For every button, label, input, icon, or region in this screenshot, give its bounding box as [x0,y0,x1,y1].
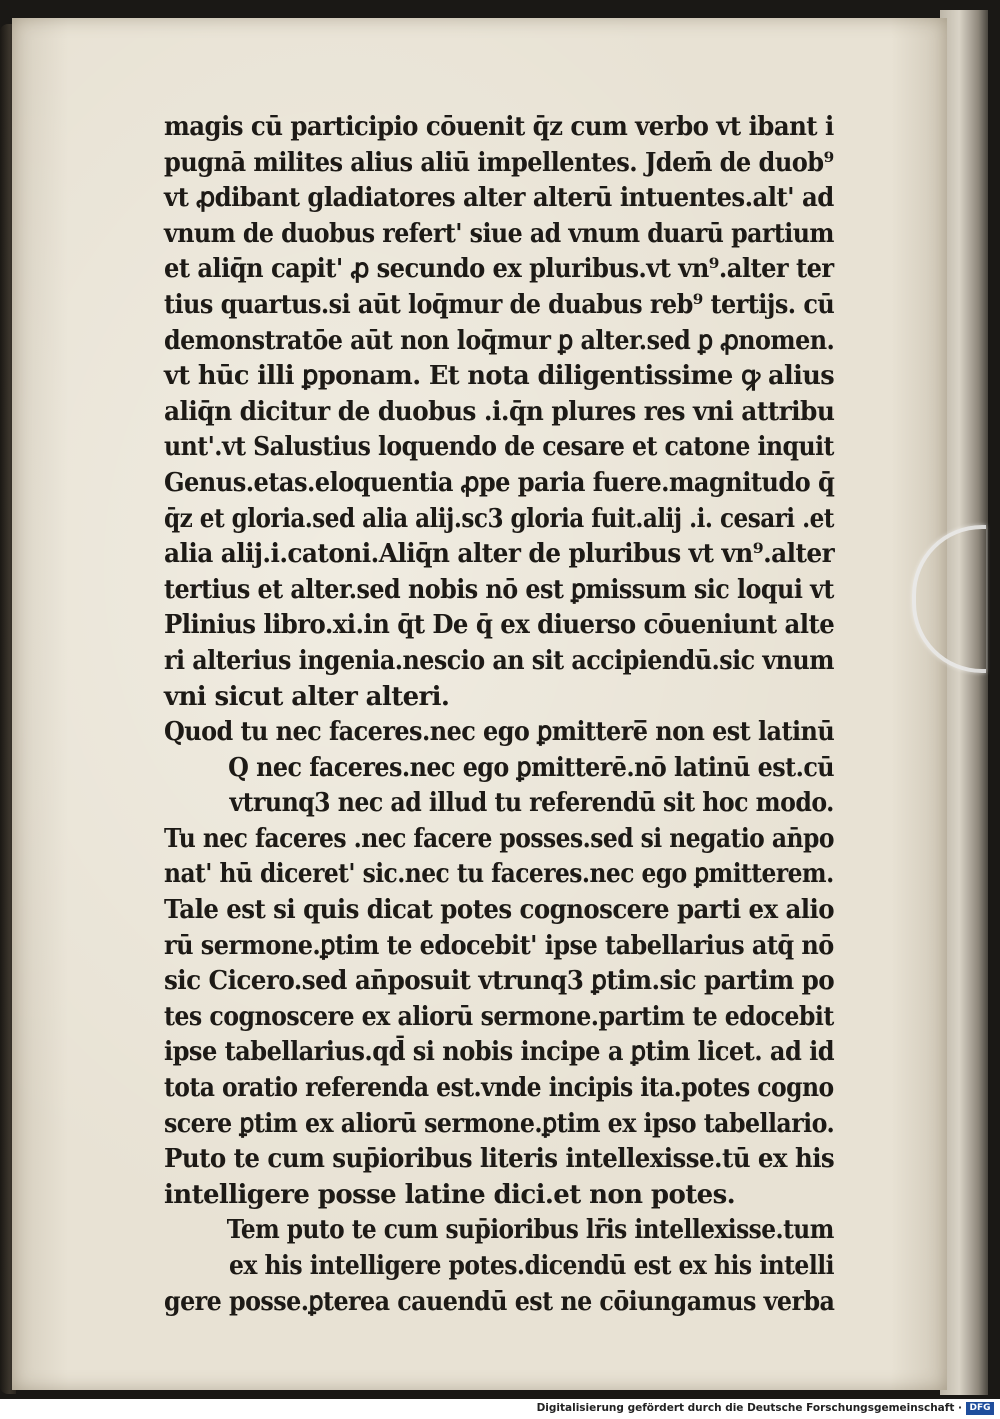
text-line: unt'.vt Salustius loquendo de cesare et catone inquit [164,432,834,463]
page-edge [940,10,988,1395]
text-line: alia alij.i.catoni.Aliq̄n alter de pluribus vt vn⁹.alter [164,539,835,570]
text-line: Quod tu nec faceres.nec ego ꝑmittere̅ non est latinū [164,717,835,748]
text-line: Tem puto te cum sup̄ioribus lr̄is intellexisse.tum [226,1215,834,1246]
text-line: vt hūc illi ꝑponam. Et nota diligentissime ꝙ alius [164,361,835,392]
text-line: tius quartus.si aūt loq̄mur de duabus reb⁹ tertijs. cū [164,289,835,320]
text-line: vtrunq3 nec ad illud tu referendū sit hoc modo. [229,788,834,819]
text-line: Genus.etas.eloquentia ꝓpe paria fuere.magnitudo q̄ [164,467,835,498]
text-line: gere posse.ꝑterea cauendū est ne cōiungamus verba [164,1286,835,1317]
footer-credit: Digitalisierung gefördert durch die Deutsche Forschungsgemeinschaft · [536,1402,962,1414]
text-line: vni sicut alter alteri. [164,681,450,712]
text-line: Tu nec faceres .nec facere posses.sed si negatio an̄po [164,823,834,854]
text-line: Q nec faceres.nec ego ꝑmitterē.nō latinū est.cū [228,752,835,783]
text-line: scere ꝑtim ex aliorū sermone.ꝑtim ex ipso tabellario. [164,1108,835,1139]
text-line: Puto te cum sup̄ioribus literis intellexisse.tū ex his [164,1144,835,1175]
text-line: tes cognoscere ex aliorū sermone.partim te edocebit [164,1001,834,1032]
text-line: nat' hū diceret' sic.nec tu faceres.nec ego ꝑmitterem. [164,859,834,890]
text-line: intelligere posse latine dici.et non potes. [164,1179,736,1210]
text-line: sic Cicero.sed an̄posuit vtrunq3 ꝑtim.sic partim po [164,966,835,997]
text-line: vnum de duobus refert' siue ad vnum duarū partium [164,218,834,249]
text-line: Plinius libro.xi.in q̄t De q̄ ex diuerso cōueniunt alte [164,610,835,641]
text-line: rū sermone.ꝑtim te edocebit' ipse tabellarius atq̄ nō [164,930,834,961]
text-line: tertius et alter.sed nobis nō est ꝑmissum sic loqui vt [164,574,834,605]
text-block [164,110,834,1320]
text-line: demonstratōe aūt non loq̄mur ꝑ alter.sed ꝑ ꝓnomen. [164,325,835,356]
text-line: pugnā milites alius aliū impellentes. Jdem̄ de duob⁹ [164,147,834,178]
text-line: aliq̄n dicitur de duobus .i.q̄n plures res vni attribu [164,396,835,427]
footer-bar [0,1399,1000,1419]
text-line: ri alterius ingenia.nescio an sit accipiendū.sic vnum [164,645,834,676]
text-line: ipse tabellarius.qd̄ si nobis incipe a ꝑtim licet. ad id [164,1037,835,1068]
text-line: magis cū participio cōuenit q̄z cum verbo vt ibant i [164,112,834,142]
text-line: tota oratio referenda est.vnde incipis ita.potes cogno [164,1073,834,1104]
text-line: et aliq̄n capit' ꝓ secundo ex pluribus.vt vn⁹.alter ter [164,254,834,285]
dfg-logo: DFG [966,1402,994,1415]
text-line: ex his intelligere potes.dicendū est ex his intelli [229,1251,834,1281]
text-line: q̄z et gloria.sed alia alij.sc3 gloria fuit.alij .i. cesari .et [164,503,834,534]
text-line: Tale est si quis dicat potes cognoscere parti ex alio [164,895,834,926]
text-line: vt ꝓdibant gladiatores alter alterū intuentes.alt' ad [164,183,834,214]
